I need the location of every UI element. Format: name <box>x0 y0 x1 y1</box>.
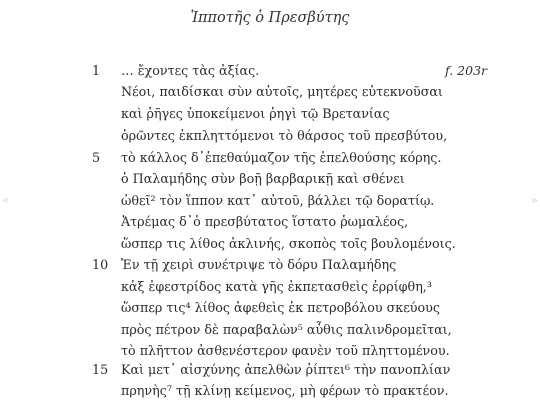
verse-line: ὠθεῖ² τὸν ἵππον κατ᾽ αὐτοῦ, βάλλει τῷ δορατίῳ. <box>121 193 435 208</box>
verse-line: ὁρῶντες ἐκπληττόμενοι τὸ θάρσος τοῦ πρεσβύτου, <box>121 128 448 143</box>
verse-line: τὸ κάλλος δ᾽ἐπεθαύμαζον τῆς ἐπελθούσης κόρης. <box>121 150 442 165</box>
verse-line: κἀξ ἐφεστρίδος κατὰ γῆς ἐκπετασθεὶς ἐρρίφθη,³ <box>121 279 432 294</box>
verse-line: πρὸς πέτρον δὲ παραβαλὼν⁵ αὖθις παλινδρομεῖται, <box>121 322 452 337</box>
verse-line: ὥσπερ τις λίθος ἀκλινής, σκοπὸς τοῖς βουλομένοις. <box>121 236 456 251</box>
verse-line: Νέοι, παιδίσκαι σὺν αὐτοῖς, μητέρες εὐτεκνοῦσαι <box>121 84 443 99</box>
line-number-10: 10 <box>92 257 109 272</box>
previous-page-marker[interactable]: « <box>2 193 10 207</box>
verse-line: τὸ πλῆττον ἀσθενέστερον φανὲν τοῦ πληττομένου. <box>121 343 450 358</box>
verse-line: ὥσπερ τις⁴ λίθος ἀφεθεὶς ἐκ πετροβόλου σκεύους <box>121 300 440 315</box>
verse-line: Ἐν τῇ χειρὶ συνέτριψε τὸ δόρυ Παλαμήδης <box>121 257 397 272</box>
verse-line: ὁ Παλαμήδης σὺν βοῇ βαρβαρικῇ καὶ σθένει <box>121 171 405 186</box>
verse-line: … ἔχοντες τὰς ἀξίας. <box>121 63 260 78</box>
line-number-5: 5 <box>92 150 101 165</box>
verse-line: πρηνὴς⁷ τῇ κλίνῃ κείμενος, μὴ φέρων τὸ πρακτέον. <box>121 383 449 398</box>
line-number-15: 15 <box>92 362 109 377</box>
verse-line: Καὶ μετ᾽ αἰσχύνης ἀπελθὼν ῥίπτει⁶ τὴν πανοπλίαν <box>121 362 451 377</box>
line-number-1: 1 <box>92 63 101 78</box>
verse-line: καὶ ῥῆγες ὑποκείμενοι ῥηγὶ τῷ Βρετανίας <box>121 106 390 121</box>
next-page-marker[interactable]: » <box>530 193 538 207</box>
verse-line: Ἀτρέμας δ᾽ὁ πρεσβύτατος ἵστατο ῥωμαλέος, <box>121 214 409 229</box>
folio-reference: f. 203r <box>445 63 487 78</box>
poem-title: Ἱπποτῆς ὁ Πρεσβύτης <box>190 10 350 26</box>
